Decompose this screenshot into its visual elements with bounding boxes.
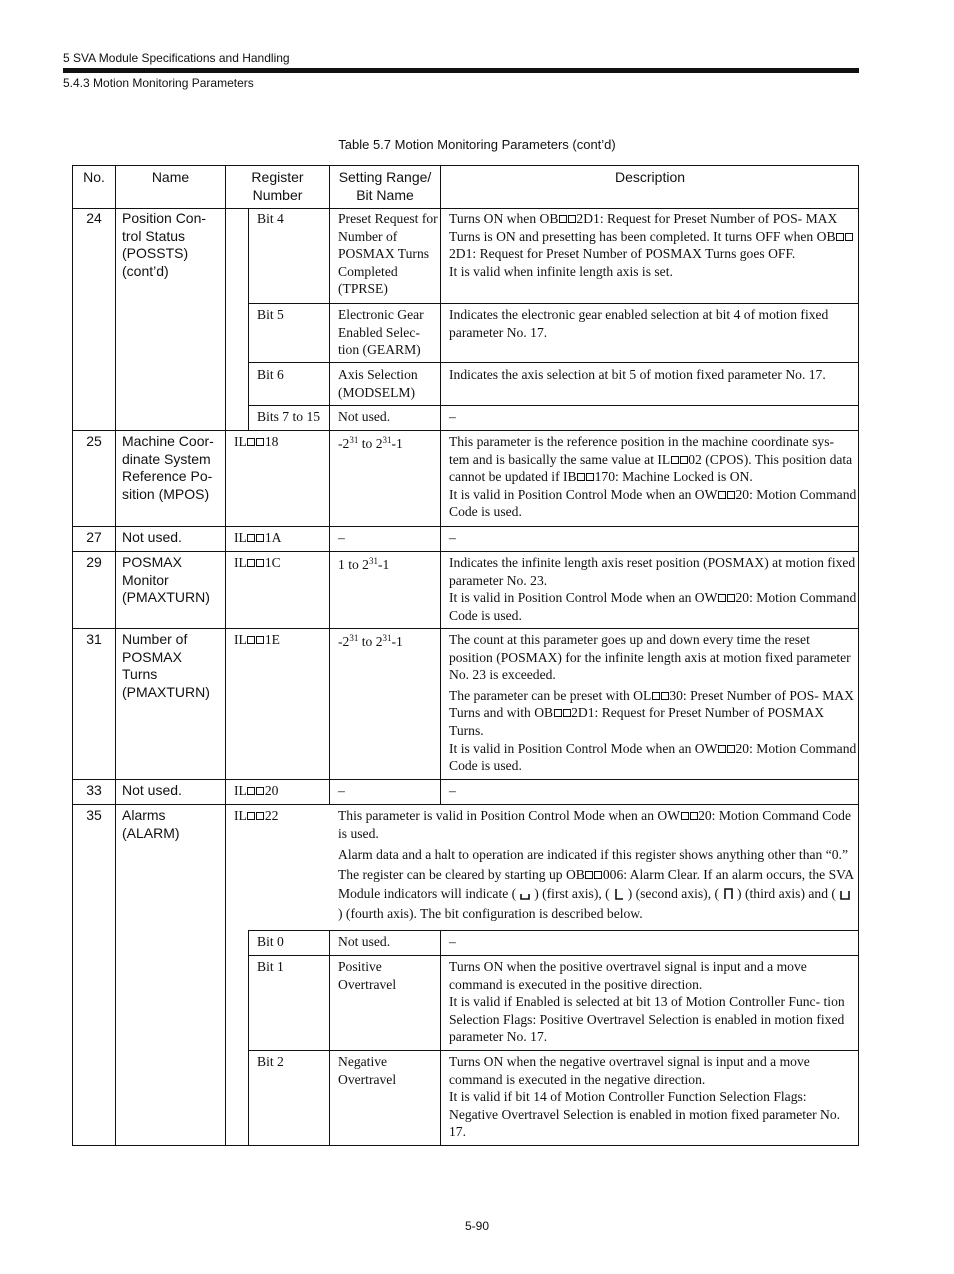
row-name: Not used. xyxy=(122,782,182,798)
chapter-header: 5 SVA Module Specifications and Handling xyxy=(63,51,290,65)
row-no: 35 xyxy=(86,807,102,823)
description: – xyxy=(449,934,456,949)
row-divider xyxy=(248,303,858,304)
placeholder-box-icon xyxy=(681,812,689,820)
row-no: 25 xyxy=(86,433,102,449)
description-para: This parameter is the reference position in the machine coordinate sys- tem and is basically the same value at IL 02 (CPOS). This position data cannot be updated if IB 170: Machine Locked is ON. xyxy=(449,434,853,485)
row-no: 29 xyxy=(86,554,102,570)
description xyxy=(449,210,857,280)
bit-label: Bit 1 xyxy=(257,959,284,974)
placeholder-box-icon xyxy=(554,709,562,717)
row-name: Number of POSMAX Turns (PMAXTURN) xyxy=(122,631,210,700)
bit-label: Bits 7 to 15 xyxy=(257,409,321,424)
description-para: It is valid in Position Control Mode when an OW 20: Motion Command Code is used. xyxy=(449,590,857,623)
placeholder-box-icon xyxy=(671,456,679,464)
col-header-description: Description xyxy=(614,169,686,185)
col-divider xyxy=(248,930,249,1145)
description-para: It is valid if bit 14 of Motion Controller Function Selection Flags: Negative Overtravel Selection is enabled in motion fixed parameter No. 17. xyxy=(449,1089,841,1140)
description-para: This parameter is valid in Position Control Mode when an OW 20: Motion Command Code is used. xyxy=(338,808,851,841)
col-divider xyxy=(225,166,226,1145)
placeholder-box-icon xyxy=(256,559,264,567)
placeholder-box-icon xyxy=(256,438,264,446)
placeholder-box-icon xyxy=(652,692,660,700)
row-divider xyxy=(248,930,858,931)
description: – xyxy=(449,783,456,798)
placeholder-box-icon xyxy=(727,491,735,499)
row-divider xyxy=(73,430,858,431)
description-para: Turns ON when the positive overtravel signal is input and a move command is executed in the positive direction. xyxy=(449,959,807,992)
setting-range: – xyxy=(338,783,345,798)
description-para: It is valid if Enabled is selected at bit 13 of Motion Controller Func- tion Selection Flags: Positive Overtravel Selection is enabled in motion fixed parameter No. 17. xyxy=(449,994,845,1045)
page-number: 5-90 xyxy=(464,1219,490,1233)
col-divider xyxy=(329,930,330,1145)
row-no: 24 xyxy=(86,210,102,226)
col-header-range: Setting Range/ Bit Name xyxy=(338,169,432,203)
placeholder-box-icon xyxy=(586,473,594,481)
placeholder-box-icon xyxy=(718,491,726,499)
col-divider xyxy=(115,166,116,1145)
placeholder-box-icon xyxy=(718,745,726,753)
bit-label: Bit 6 xyxy=(257,367,284,382)
table-caption: Table 5.7 Motion Monitoring Parameters (cont’d) xyxy=(338,137,616,152)
description: – xyxy=(449,409,456,424)
alarm-description: Alarm data and a halt to operation are indicated if this register shows anything other than “0.” The register can be cleared by starting up OB 006: Alarm Clear. If an alarm occurs, the SVA Module indicators will indicate ( ) (first axis), ( ) (second axis), ( ) (third axis) and () (fourth axis). The bit configuration is described below. xyxy=(338,847,854,921)
placeholder-box-icon xyxy=(247,812,255,820)
bit-label: Bit 2 xyxy=(257,1054,284,1069)
bit-name: Positive Overtravel xyxy=(338,959,397,992)
col-divider xyxy=(440,166,441,804)
col-header-no: No. xyxy=(83,169,105,185)
bit-name: Not used. xyxy=(338,409,391,424)
description xyxy=(449,433,857,521)
parameters-table xyxy=(72,165,859,1146)
placeholder-box-icon xyxy=(661,692,669,700)
col-divider xyxy=(248,208,249,430)
setting-range: $-2^{31}$ to $2^{31}-1$ xyxy=(338,633,403,649)
description-para: The parameter can be preset with OL 30: Preset Number of POS- MAX Turns and with OB 2D1: Request for Preset Number of POSMAX Turns. xyxy=(449,687,854,738)
placeholder-box-icon xyxy=(845,233,853,241)
row-no: 31 xyxy=(86,631,102,647)
register-number: IL 1E xyxy=(234,632,280,647)
row-name: Not used. xyxy=(122,529,182,545)
row-divider xyxy=(248,955,858,956)
bit-name: Electronic Gear Enabled Selec- tion (GEARM) xyxy=(338,307,424,358)
placeholder-box-icon xyxy=(247,438,255,446)
description-para: It is valid in Position Control Mode when an OW 20: Motion Command Code is used. xyxy=(449,740,857,774)
row-name: Alarms (ALARM) xyxy=(122,807,180,841)
row-no: 27 xyxy=(86,529,102,545)
second-axis-indicator-icon xyxy=(613,887,625,901)
row-name: Position Con- trol Status (POSSTS) (cont’d) xyxy=(122,210,207,279)
placeholder-box-icon xyxy=(256,787,264,795)
placeholder-box-icon xyxy=(247,636,255,644)
register-number: IL 20 xyxy=(234,783,279,798)
bit-name: Axis Selection (MODSELM) xyxy=(338,367,418,400)
placeholder-box-icon xyxy=(256,534,264,542)
bit-name: Not used. xyxy=(338,934,391,949)
placeholder-box-icon xyxy=(690,812,698,820)
setting-range: $-2^{31}$ to $2^{31}-1$ xyxy=(338,435,403,451)
register-number: IL 22 xyxy=(234,808,279,823)
description xyxy=(449,554,857,624)
row-name: Machine Coor- dinate System Reference Po- sition (MPOS) xyxy=(122,433,214,502)
row-divider xyxy=(73,779,858,780)
row-divider xyxy=(73,628,858,629)
description xyxy=(449,958,857,1046)
row-no: 33 xyxy=(86,782,102,798)
description: – xyxy=(449,530,456,545)
placeholder-box-icon xyxy=(718,594,726,602)
placeholder-box-icon xyxy=(594,871,602,879)
placeholder-box-icon xyxy=(585,871,593,879)
row-divider xyxy=(248,1050,858,1051)
register-number: IL 1A xyxy=(234,530,282,545)
third-axis-indicator-icon xyxy=(722,887,734,901)
placeholder-box-icon xyxy=(247,787,255,795)
row-divider xyxy=(248,405,858,406)
placeholder-box-icon xyxy=(247,559,255,567)
placeholder-box-icon xyxy=(247,534,255,542)
description xyxy=(338,807,856,923)
bit-label: Bit 4 xyxy=(257,211,284,226)
col-divider xyxy=(440,930,441,1145)
section-header: 5.4.3 Motion Monitoring Parameters xyxy=(63,76,254,90)
col-header-name: Name xyxy=(151,169,190,185)
placeholder-box-icon xyxy=(256,812,264,820)
row-divider xyxy=(73,208,858,209)
fourth-axis-indicator-icon xyxy=(839,887,851,901)
placeholder-box-icon xyxy=(563,709,571,717)
description-para: It is valid in Position Control Mode when an OW 20: Motion Command Code is used. xyxy=(449,486,857,520)
col-divider xyxy=(329,166,330,804)
description-para: Turns ON when OB 2D1: Request for Preset Number of POS- MAX Turns is ON and presetting has been completed. It turns OFF when OB2D1: Request for Preset Number of POSMAX Turns goes OFF. xyxy=(449,210,857,263)
bit-name: Negative Overtravel xyxy=(338,1054,397,1087)
placeholder-box-icon xyxy=(680,456,688,464)
row-divider xyxy=(73,551,858,552)
placeholder-box-icon xyxy=(727,745,735,753)
placeholder-box-icon xyxy=(836,233,844,241)
row-divider xyxy=(248,362,858,363)
description: Indicates the electronic gear enabled selection at bit 4 of motion fixed parameter No. 17. xyxy=(449,307,829,340)
description-para: The count at this parameter goes up and down every time the reset position (POSMAX) for the infinite length axis at motion fixed parameter No. 23 is exceeded. xyxy=(449,632,851,683)
row-name: POSMAX Monitor (PMAXTURN) xyxy=(122,554,210,606)
row-divider xyxy=(73,526,858,527)
description-para: It is valid when infinite length axis is set. xyxy=(449,263,673,279)
register-number: IL 18 xyxy=(234,434,279,449)
row-divider xyxy=(73,804,858,805)
col-header-register: Register Number xyxy=(251,169,304,203)
header-rule xyxy=(63,68,859,73)
description-para: Indicates the infinite length axis reset position (POSMAX) at motion fixed parameter No. 23. xyxy=(449,555,856,588)
first-axis-indicator-icon xyxy=(519,887,531,901)
description xyxy=(449,631,857,775)
setting-range: – xyxy=(338,530,345,545)
bit-name: Preset Request for Number of POSMAX Turns Completed (TPRSE) xyxy=(338,211,438,297)
placeholder-box-icon xyxy=(727,594,735,602)
description: Indicates the axis selection at bit 5 of motion fixed parameter No. 17. xyxy=(449,367,826,382)
bit-label: Bit 0 xyxy=(257,934,284,949)
placeholder-box-icon xyxy=(577,473,585,481)
placeholder-box-icon xyxy=(568,215,576,223)
placeholder-box-icon xyxy=(256,636,264,644)
placeholder-box-icon xyxy=(559,215,567,223)
register-number: IL 1C xyxy=(234,555,281,570)
description xyxy=(449,1053,857,1141)
setting-range: 1 to $2^{31}-1$ xyxy=(338,556,390,572)
bit-label: Bit 5 xyxy=(257,307,284,322)
description-para: Turns ON when the negative overtravel signal is input and a move command is executed in the negative direction. xyxy=(449,1054,810,1087)
